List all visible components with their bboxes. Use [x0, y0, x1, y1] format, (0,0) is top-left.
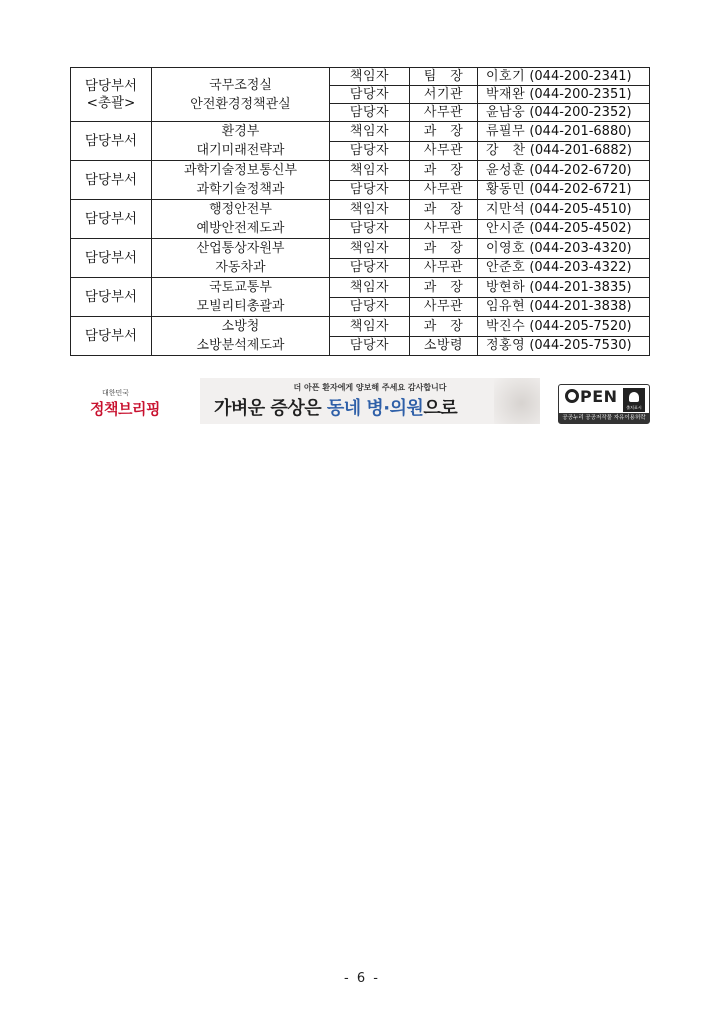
dept-label-cell: 담당부서 <총괄>: [71, 68, 152, 122]
phone-number: (044-205-4510): [529, 201, 632, 217]
promo-headline: [214, 394, 457, 420]
phone-number: (044-203-4320): [529, 240, 632, 256]
promo-headline-highlight: 동네 병·의원: [326, 398, 424, 419]
contact-cell: [478, 141, 650, 161]
phone-number: (044-205-4502): [529, 221, 632, 237]
person-name: 윤남웅: [486, 105, 526, 120]
ministry-name: 소방청: [221, 319, 260, 334]
person-name: 강 찬: [486, 143, 526, 159]
role-cell: 책임자: [330, 239, 410, 259]
division-name: 소방분석제도과: [196, 338, 285, 353]
contact-cell: [478, 104, 650, 122]
contact-cell: [478, 239, 650, 259]
role-cell: 책임자: [330, 68, 410, 86]
role-cell: 책임자: [330, 161, 410, 181]
open-caption: 공공누리 공공저작물 자유이용허락: [559, 413, 649, 423]
position-title-cell: 소방령: [410, 336, 478, 356]
phone-number: (044-201-6880): [529, 123, 632, 139]
contact-cell: [478, 336, 650, 356]
phone-number: (044-201-3838): [529, 299, 632, 315]
role-cell: 담당자: [330, 86, 410, 104]
open-wordmark: [565, 387, 618, 406]
contact-cell: [478, 297, 650, 317]
person-name: 황동민: [486, 182, 526, 198]
ministry-name: 산업통상자원부: [196, 241, 285, 256]
person-name: 방현하: [486, 279, 526, 295]
position-title-cell: 과 장: [410, 161, 478, 181]
ministry-name: 과학기술정보통신부: [183, 163, 298, 178]
contact-table: [70, 67, 650, 356]
division-name: 과학기술정책과: [196, 182, 285, 197]
organization-cell: [152, 239, 330, 278]
position-title-cell: 과 장: [410, 278, 478, 298]
table-row: [71, 122, 650, 142]
ministry-name: 국무조정실: [209, 77, 272, 93]
table-row: [71, 278, 650, 298]
contact-cell: [478, 86, 650, 104]
organization-cell: [152, 278, 330, 317]
phone-number: (044-200-2341): [529, 69, 632, 84]
position-title-cell: 과 장: [410, 239, 478, 259]
ministry-name: 국토교통부: [209, 280, 272, 295]
person-name: 정홍영: [486, 338, 526, 354]
role-cell: 책임자: [330, 278, 410, 298]
phone-number: (044-200-2352): [529, 105, 632, 120]
phone-number: (044-200-2351): [529, 87, 632, 102]
page-number: - 6 -: [344, 971, 380, 986]
role-cell: 담당자: [330, 180, 410, 200]
contact-table-body: [71, 68, 650, 356]
contact-cell: [478, 180, 650, 200]
position-title-cell: 사무관: [410, 141, 478, 161]
person-name: 류필무: [486, 123, 526, 139]
phone-number: (044-202-6720): [529, 162, 632, 178]
table-row: [71, 200, 650, 220]
ministry-name: 환경부: [221, 124, 260, 139]
position-title-cell: 팀 장: [410, 68, 478, 86]
dept-label-cell: 담당부서: [71, 278, 152, 317]
promo-headline-part3: 으로: [423, 398, 458, 419]
contact-cell: [478, 219, 650, 239]
person-name: 임유현: [486, 299, 526, 315]
dept-label-cell: 담당부서: [71, 161, 152, 200]
open-o-icon: [565, 389, 579, 403]
person-name: 윤성훈: [486, 162, 526, 178]
role-cell: 담당자: [330, 141, 410, 161]
dept-label-cell: 담당부서: [71, 200, 152, 239]
role-cell: 담당자: [330, 258, 410, 278]
position-title-cell: 사무관: [410, 104, 478, 122]
footer-banners: [0, 378, 724, 428]
position-title-cell: 사무관: [410, 219, 478, 239]
promo-banner[interactable]: [200, 378, 540, 424]
division-name: 모빌리티총괄과: [196, 299, 285, 314]
position-title-cell: 과 장: [410, 200, 478, 220]
korea-policy-briefing-logo[interactable]: [90, 388, 180, 428]
contact-cell: [478, 200, 650, 220]
position-title-cell: 사무관: [410, 258, 478, 278]
person-name: 안준호: [486, 260, 526, 276]
role-cell: 담당자: [330, 297, 410, 317]
person-name: 이영호: [486, 240, 526, 256]
ministry-name: 행정안전부: [209, 202, 272, 217]
contact-cell: [478, 122, 650, 142]
attribution-icon: [623, 388, 645, 412]
position-title-cell: 과 장: [410, 317, 478, 337]
division-name: 안전환경정책관실: [190, 96, 291, 112]
role-cell: 담당자: [330, 104, 410, 122]
person-name: 안시준: [486, 221, 526, 237]
contact-cell: [478, 161, 650, 181]
role-cell: 책임자: [330, 317, 410, 337]
phone-number: (044-205-7530): [529, 338, 632, 354]
attribution-label: 출처표시: [626, 405, 642, 410]
phone-number: (044-205-7520): [529, 318, 632, 334]
dept-label-cell: 담당부서: [71, 317, 152, 356]
position-title-cell: 사무관: [410, 180, 478, 200]
position-title-cell: 서기관: [410, 86, 478, 104]
organization-cell: [152, 317, 330, 356]
organization-cell: [152, 200, 330, 239]
dept-label-cell: 담당부서: [71, 122, 152, 161]
person-icon: [629, 392, 639, 402]
logo-main-text: 정책브리핑: [90, 400, 160, 418]
table-row: [71, 161, 650, 181]
organization-cell: [152, 161, 330, 200]
promo-headline-part1: 가벼운 증상은: [214, 398, 327, 419]
table-row: [71, 317, 650, 337]
open-word-text: PEN: [580, 387, 618, 406]
role-cell: 책임자: [330, 122, 410, 142]
table-row: [71, 68, 650, 86]
phone-number: (044-201-3835): [529, 279, 632, 295]
person-name: 이호기: [486, 69, 526, 84]
role-cell: 담당자: [330, 336, 410, 356]
contact-cell: [478, 258, 650, 278]
organization-cell: [152, 122, 330, 161]
open-license-badge[interactable]: [558, 384, 650, 424]
contact-cell: [478, 278, 650, 298]
contact-cell: [478, 68, 650, 86]
division-name: 대기미래전략과: [196, 143, 285, 158]
table-row: [71, 239, 650, 259]
position-title-cell: 과 장: [410, 122, 478, 142]
position-title-cell: 사무관: [410, 297, 478, 317]
division-name: 예방안전제도과: [196, 221, 285, 236]
person-name: 지만석: [486, 201, 526, 217]
organization-cell: [152, 68, 330, 122]
person-name: 박재완: [486, 87, 526, 102]
person-name: 박진수: [486, 318, 526, 334]
phone-number: (044-203-4322): [529, 260, 632, 276]
contact-cell: [478, 317, 650, 337]
division-name: 자동차과: [215, 260, 266, 275]
logo-small-text: 대한민국: [102, 389, 130, 397]
phone-number: (044-201-6882): [529, 143, 633, 159]
promo-subtitle: 더 아픈 환자에게 양보해 주세요 감사합니다: [293, 383, 447, 392]
role-cell: 책임자: [330, 200, 410, 220]
dept-label-cell: 담당부서: [71, 239, 152, 278]
phone-number: (044-202-6721): [529, 182, 632, 198]
role-cell: 담당자: [330, 219, 410, 239]
